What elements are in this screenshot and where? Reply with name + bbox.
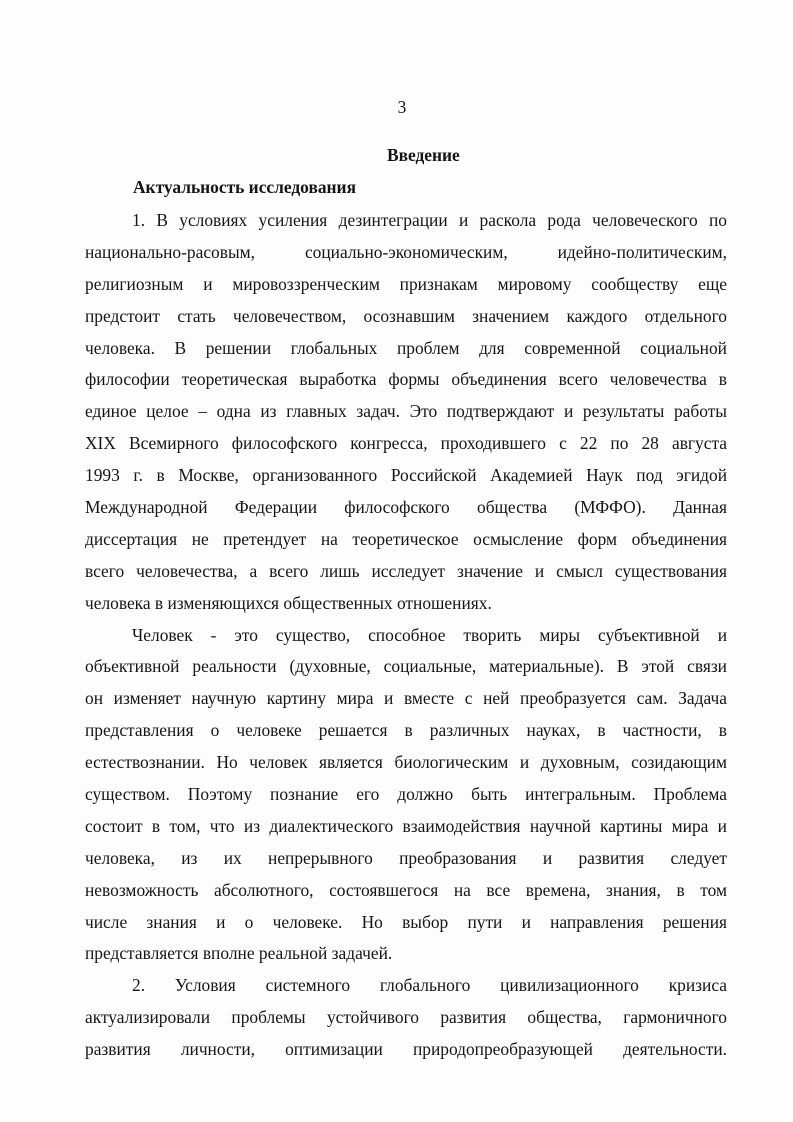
text-line: религиозным и мировоззренческим признакам мировому сообществу еще: [85, 273, 727, 294]
text-line: состоит в том, что из диалектического взаимодействия научной картины мира и: [85, 815, 727, 836]
text-line: Международной Федерации философского общества (МФФО). Данная: [85, 497, 727, 518]
text-line: человека. В решении глобальных проблем для современной социальной: [85, 337, 727, 358]
section-heading: Введение: [387, 145, 460, 165]
text-line: XIX Всемирного философского конгресса, проходившего с 22 по 28 августа: [85, 433, 727, 454]
text-line: человека, из их непрерывного преобразования и развития следует: [85, 847, 727, 868]
text-line: предстоит стать человечеством, осознавшим значением каждого отдельного: [85, 305, 727, 326]
subsection-heading: Актуальность исследования: [133, 177, 356, 197]
text-line: числе знания и о человеке. Но выбор пути и направления решения: [85, 911, 727, 932]
text-line: диссертация не претендует на теоретическое осмысление форм объединения: [85, 528, 727, 549]
text-line: существом. Поэтому познание его должно быть интегральным. Проблема: [85, 784, 727, 805]
text-line: 1. В условиях усиления дезинтеграции и раскола рода человеческого по: [132, 210, 727, 230]
text-line: невозможность абсолютного, состоявшегося на все времена, знания, в том: [85, 879, 727, 900]
page-number: 3: [397, 97, 407, 117]
text-line: естествознании. Но человек является биологическим и духовным, созидающим: [85, 752, 727, 773]
body-text: [85, 205, 727, 1066]
text-line: 1993 г. в Москве, организованного Российской Академией Наук под эгидой: [85, 465, 727, 486]
text-line: он изменяет научную картину мира и вместе с ней преобразуется сам. Задача: [85, 688, 727, 709]
text-line: актуализировали проблемы устойчивого развития общества, гармоничного: [85, 1007, 727, 1028]
text-line: человека в изменяющихся общественных отношениях.: [85, 592, 492, 613]
text-line: развития личности, оптимизации природопреобразующей деятельности.: [85, 1039, 727, 1060]
text-line: национально-расовым, социально-экономическим, идейно-политическим,: [85, 241, 727, 262]
text-line: единое целое – одна из главных задач. Это подтверждают и результаты работы: [85, 401, 727, 422]
text-line: Человек - это существо, способное творить миры субъективной и: [132, 624, 727, 645]
text-line: всего человечества, а всего лишь исследует значение и смысл существования: [85, 560, 727, 581]
text-line: объективной реальности (духовные, социальные, материальные). В этой связи: [85, 656, 727, 677]
text-line: представления о человеке решается в различных науках, в частности, в: [85, 720, 727, 741]
text-line: 2. Условия системного глобального цивилизационного кризиса: [132, 975, 727, 996]
text-line: философии теоретическая выработка формы объединения всего человечества в: [85, 369, 727, 390]
text-line: представляется вполне реальной задачей.: [85, 943, 393, 964]
